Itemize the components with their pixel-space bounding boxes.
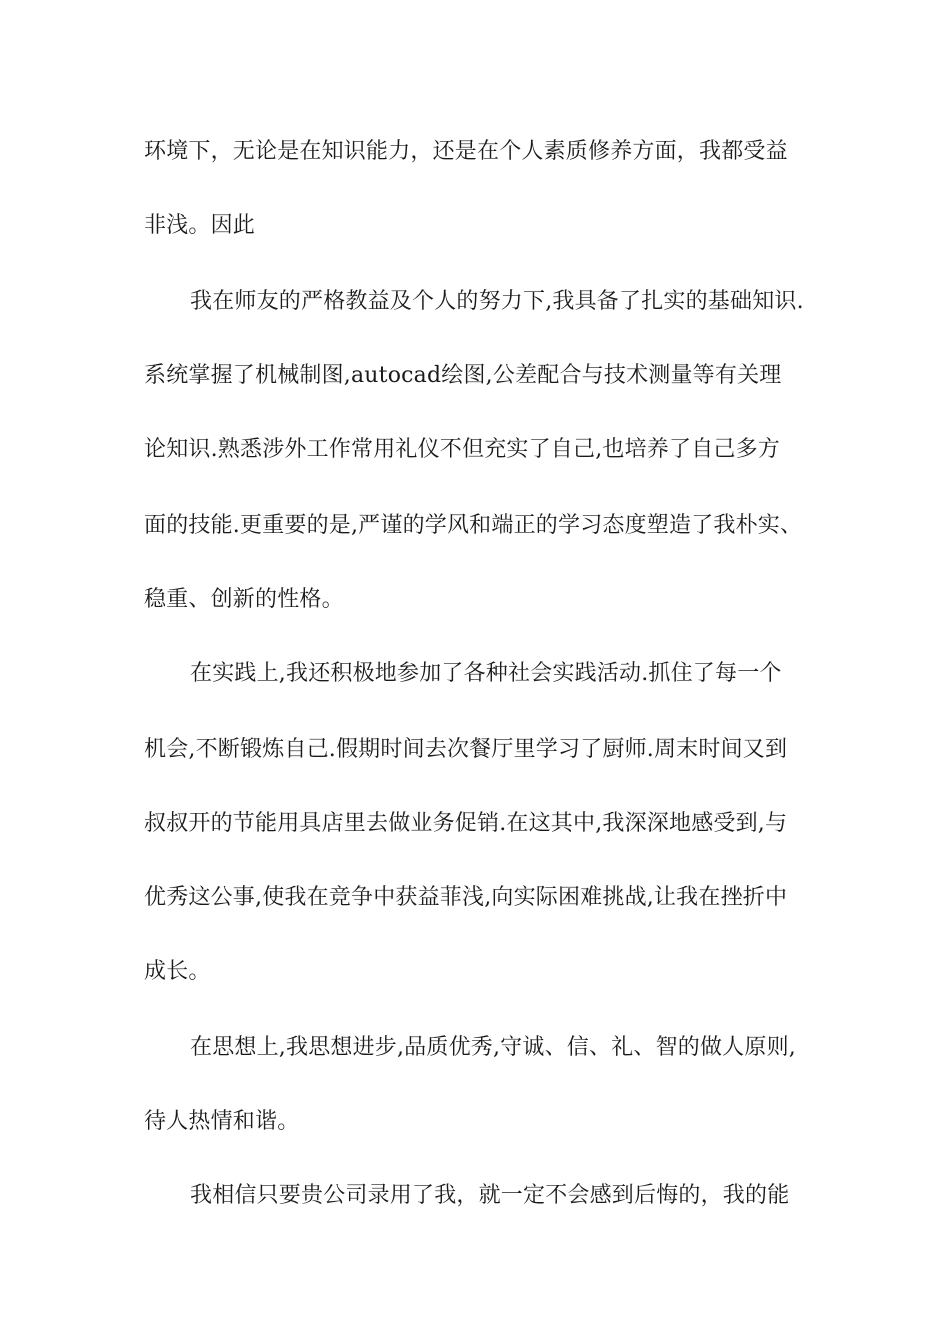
text-line: 环境下，无论是在知识能力，还是在个人素质修养方面，我都受益	[144, 139, 788, 164]
text-line: 非浅。因此	[144, 213, 256, 238]
paragraph-start: 在思想上,我思想进步,品质优秀,守诚、信、礼、智的做人原则,	[190, 1035, 796, 1060]
paragraph-start: 我在师友的严格教益及个人的努力下,我具备了扎实的基础知识.	[190, 289, 804, 314]
text-line: 面的技能.更重要的是,严谨的学风和端正的学习态度塑造了我朴实、	[144, 513, 803, 538]
text-line: 稳重、创新的性格。	[144, 587, 344, 612]
text-line: 成长。	[144, 959, 211, 984]
text-line: 优秀这公事,使我在竞争中获益菲浅,向实际困难挑战,让我在挫折中	[144, 885, 788, 910]
paragraph-start: 在实践上,我还积极地参加了各种社会实践活动.抓住了每一个	[190, 661, 782, 686]
text-line: 机会,不断锻炼自己.假期时间去次餐厅里学习了厨师.周末时间又到	[144, 737, 788, 762]
text-line: 系统掌握了机械制图,autocad绘图,公差配合与技术测量等有关理	[144, 363, 782, 388]
text-line: 待人热情和谐。	[144, 1109, 300, 1134]
paragraph-start: 我相信只要贵公司录用了我，就一定不会感到后悔的，我的能	[190, 1183, 790, 1208]
text-line: 叔叔开的节能用具店里去做业务促销.在这其中,我深深地感受到,与	[144, 811, 788, 836]
text-line: 论知识.熟悉涉外工作常用礼仪不但充实了自己,也培养了自己多方	[144, 437, 780, 462]
